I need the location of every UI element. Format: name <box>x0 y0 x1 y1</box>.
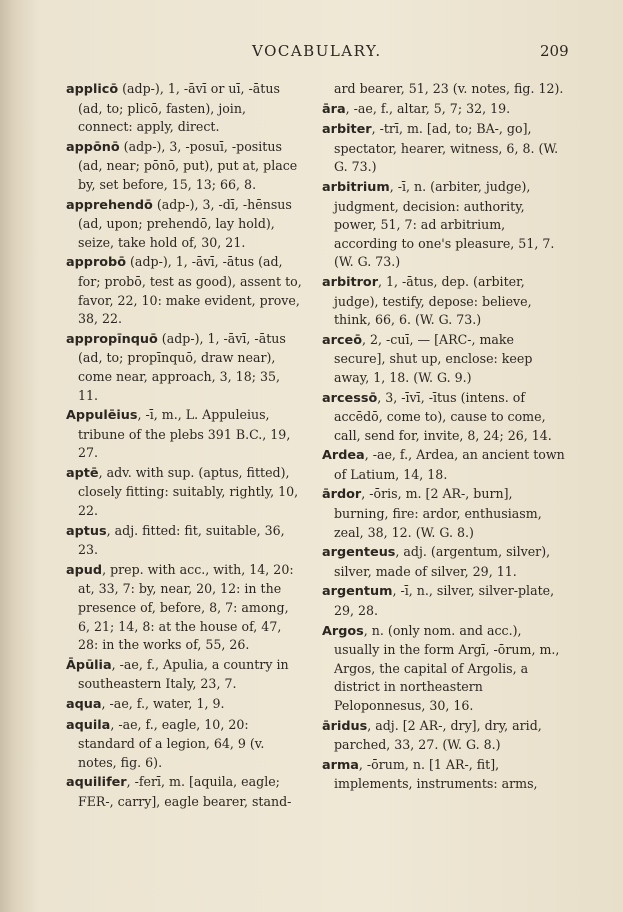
entry-definition: , -trī, m. [ad, to; BA-, go], spectator, hearer, witness, 6, 8. (W. G. 73.) <box>334 121 559 175</box>
entry-headword: approbō <box>66 255 127 271</box>
entry-definition: , 2, -cuī, — [ARC-, make secure], shut up, enclose: keep away, 1, 18. (W. G. 9.) <box>334 331 533 385</box>
entry-definition: , adj. [2 AR-, dry], dry, arid, parched, 33, 27. (W. G. 8.) <box>334 717 542 753</box>
right-column <box>322 80 568 795</box>
dictionary-entry <box>66 196 302 253</box>
entry-definition: , -ae, f., Apulia, a country in southeastern Italy, 23, 7. <box>78 656 289 692</box>
entry-headword: arcessō <box>322 390 378 406</box>
entry-definition: (adp-), 1, -āvī or uī, -ātus (ad, to; plicō, fasten), join, connect: apply, direct. <box>78 81 280 135</box>
left-column <box>66 80 302 813</box>
entry-definition: , -ī, n. (arbiter, judge), judgment, decision: authority, power, 51, 7: ad arbitrium, according to one's pleasure, 51, 7. (W. G. 73.) <box>334 178 555 270</box>
dictionary-entry <box>322 331 568 388</box>
entry-definition: , adj. (argentum, silver), silver, made of silver, 29, 11. <box>334 544 551 579</box>
entry-definition: , -ōris, m. [2 AR-, burn], burning, fire: ardor, enthusiasm, zeal, 38, 12. (W. G. 8.) <box>334 486 542 540</box>
entry-headword: Appulēius <box>66 408 138 424</box>
entry-headword: applicō <box>66 82 119 97</box>
dictionary-entry <box>66 522 302 560</box>
page-number: 209 <box>540 42 569 60</box>
entry-definition: , -ae, f., altar, 5, 7; 32, 19. <box>345 100 511 116</box>
entry-headword: arceō <box>322 332 363 348</box>
entry-headword: Argos <box>322 623 364 639</box>
right-column-entries <box>322 100 568 794</box>
entry-definition: , n. (only nom. and acc.), usually in the form Argī, -ōrum, m., Argos, the capital of Argolis, a district in northeastern Peloponnesus, 30, 16. <box>334 622 560 713</box>
dictionary-entry <box>66 695 302 715</box>
entry-headword: argentum <box>322 584 393 600</box>
entry-headword: apud <box>66 562 103 578</box>
entry-definition: , 1, -ātus, dep. (arbiter, judge), testify, depose: believe, think, 66, 6. (W. G. 73.) <box>334 273 532 328</box>
entry-headword: arbitror <box>322 274 379 290</box>
dictionary-entry <box>66 561 302 655</box>
entry-definition: , prep. with acc., with, 14, 20: at, 33, 7: by, near, 20, 12: in the presence of, before, 8, 7: among, 6, 21; 14, 8: at the house of, 47, 28: in the works of, 55, 26. <box>78 561 294 653</box>
dictionary-entry <box>322 485 568 542</box>
dictionary-entry <box>66 138 302 195</box>
entry-headword: āra <box>322 101 346 117</box>
entry-headword: Ardea <box>322 448 365 464</box>
dictionary-entry <box>322 446 568 484</box>
dictionary-entry <box>322 178 568 272</box>
dictionary-entry <box>322 582 568 620</box>
entry-definition: , -ferī, m. [aquila, eagle; FER-, carry], eagle bearer, stand- <box>78 774 292 809</box>
entry-headword: appropīnquō <box>66 331 158 347</box>
entry-headword: aptē <box>66 465 99 481</box>
entry-definition: , -ae, f., water, 1, 9. <box>101 696 225 711</box>
running-title: VOCABULARY. <box>252 42 382 60</box>
entry-headword: arma <box>322 757 359 773</box>
entry-headword: argenteus <box>322 545 396 561</box>
entry-definition: , 3, -īvī, -ītus (intens. of accēdō, come to), cause to come, call, send for, invite, 8, 24; 26, 14. <box>334 389 552 443</box>
dictionary-entry <box>322 389 568 446</box>
entry-headword: aquilifer <box>66 775 127 791</box>
dictionary-entry <box>322 717 568 755</box>
dictionary-entry <box>66 656 302 694</box>
entry-headword: aqua <box>66 697 102 712</box>
entry-headword: aquila <box>66 717 111 733</box>
entry-headword: arbiter <box>322 122 372 138</box>
entry-definition: , -ī, n., silver, silver-plate, 29, 28. <box>334 583 555 619</box>
entry-headword: appōnō <box>66 139 120 155</box>
entry-headword: ārdor <box>322 487 362 503</box>
dictionary-entry <box>322 622 568 716</box>
dictionary-entry <box>322 273 568 330</box>
entry-definition: , adj. fitted: fit, suitable, 36, 23. <box>78 522 285 558</box>
entry-definition: , -ae, f., Ardea, an ancient town of Latium, 14, 18. <box>334 447 565 482</box>
dictionary-entry <box>66 773 302 811</box>
dictionary-entry <box>66 330 302 405</box>
dictionary-entry <box>322 100 568 120</box>
entry-definition: (adp-), 1, -āvī, -ātus (ad, for; probō, test as good), assent to, favor, 22, 10: make evident, prove, 38, 22. <box>78 254 302 327</box>
dictionary-entry <box>66 464 302 521</box>
continued-entry-text: ard bearer, 51, 23 (v. notes, fig. 12). <box>334 81 564 96</box>
entry-definition: (adp-), 3, -dī, -hēnsus (ad, upon; prehendō, lay hold), seize, take hold of, 30, 21. <box>78 196 292 250</box>
dictionary-entry <box>322 120 568 177</box>
entry-definition: , -ae, f., eagle, 10, 20: standard of a legion, 64, 9 (v. notes, fig. 6). <box>78 716 265 770</box>
entry-definition: (adp-), 3, -posuī, -positus (ad, near; pōnō, put), put at, place by, set before, 15, 13; 66, 8. <box>78 138 298 192</box>
entry-headword: Āpūlia <box>66 657 112 673</box>
entry-headword: arbitrium <box>322 179 390 195</box>
dictionary-entry <box>66 716 302 773</box>
entry-definition: , -ōrum, n. [1 AR-, fit], implements, instruments: arms, <box>334 756 538 792</box>
dictionary-entry <box>322 756 568 794</box>
dictionary-entry <box>66 80 302 137</box>
entry-headword: āridus <box>322 718 368 734</box>
entry-definition: , -ī, m., L. Appuleius, tribune of the plebs 391 B.C., 19, 27. <box>78 407 291 461</box>
dictionary-entry <box>322 543 568 581</box>
entry-definition: , adv. with sup. (aptus, fitted), closely fitting: suitably, rightly, 10, 22. <box>78 464 299 519</box>
entry-definition: (adp-), 1, -āvī, -ātus (ad, to; propīnquō, draw near), come near, approach, 3, 18; 35, 11. <box>78 330 286 403</box>
dictionary-entry <box>66 253 302 328</box>
dictionary-entry <box>66 406 302 463</box>
page-header <box>0 42 623 64</box>
entry-headword: aptus <box>66 523 107 539</box>
entry-headword: apprehendō <box>66 197 153 213</box>
